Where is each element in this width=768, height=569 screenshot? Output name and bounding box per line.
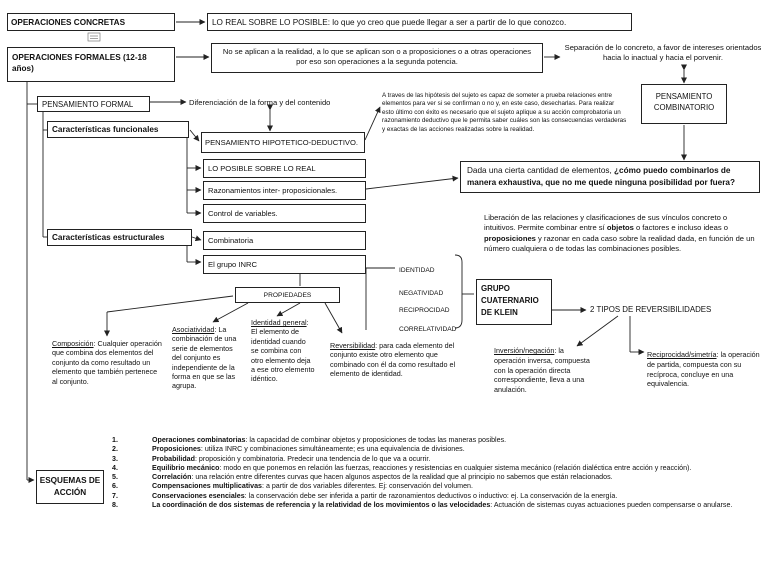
list-item <box>112 501 757 510</box>
grupo-cuaternario-box: GRUPO CUATERNARIO DE KLEIN <box>476 279 552 325</box>
list-desc: : la capacidad de combinar objetos y proposiciones de todas las maneras posibles. <box>245 436 507 444</box>
list-desc: : modo en que ponemos en relación las fuerzas, reacciones y resistencias en cualquier sistema mecánico (relación dialéctica entre acción y reacción). <box>219 463 692 472</box>
control-variables-box: Control de variables. <box>203 204 366 223</box>
liberacion-proposiciones: proposiciones <box>484 233 536 243</box>
list-item <box>112 473 757 482</box>
inrc-reciprocidad: RECIPROCIDAD <box>399 307 450 314</box>
dada-question: ¿cómo puedo combinarlos de manera exhaustiva, que no me quede ninguna posibilidad por fuera? <box>467 166 735 187</box>
liberacion-text <box>484 213 760 255</box>
hipotetico-desc-text: A traves de las hipótesis del sujeto es capaz de someter a prueba relaciones entre elementos para ver si se confirman o no y, en este caso, desecharlas. Para realizar esto último con éxito es necesario que el sujeto aplique a su acción comprobatoria un razonamiento deductivo que le permita saber cuáles son las consecuencias verdaderas y exactas de las acciones realizadas sobre la realidad. <box>382 92 627 133</box>
pensamiento-combinatorio-box: PENSAMIENTO COMBINATORIO <box>641 84 727 124</box>
inrc-identidad: IDENTIDAD <box>399 267 435 274</box>
liberacion-t1: Liberación de las relaciones y clasificaciones de sus vínculos concreto o intuitivos. Permite combinar entre sí <box>484 213 728 233</box>
list-item <box>112 455 757 464</box>
inrc-correlatividad: CORRELATIVIDAD <box>399 326 457 333</box>
list-term: Compensaciones multiplicativas <box>152 482 262 491</box>
list-desc: : a partir de dos variables diferentes. Ej: conservación del volumen. <box>262 482 473 491</box>
asociatividad-text <box>172 325 242 391</box>
asociatividad-title: Asociatividad <box>172 325 215 334</box>
grupo-inrc-box: El grupo INRC <box>203 255 366 274</box>
liberacion-t3: y razonar en cada caso sobre la realidad dada, en función de un número cualquiera o de todas las combinaciones posibles. <box>484 233 755 254</box>
caracteristicas-estructurales-box: Características estructurales <box>47 229 192 246</box>
esquemas-accion-box: ESQUEMAS DE ACCIÓN <box>36 470 104 504</box>
list-term: Probabilidad <box>152 454 195 463</box>
list-term: Conservaciones esenciales <box>152 491 245 500</box>
list-term: Correlación <box>152 473 192 482</box>
list-item <box>112 492 757 501</box>
posible-sobre-real-box: LO POSIBLE SOBRE LO REAL <box>203 159 366 178</box>
caracteristicas-funcionales-box: Características funcionales <box>47 121 189 138</box>
propiedades-box: PROPIEDADES <box>235 287 340 303</box>
reversibilidad-title: Reversibilidad <box>330 341 376 350</box>
list-term: Proposiciones <box>152 445 201 454</box>
list-item <box>112 464 757 473</box>
operaciones-concretas-box: OPERACIONES CONCRETAS <box>7 13 175 31</box>
diferenciacion-text: Diferenciación de la forma y del contenido <box>189 98 331 107</box>
composicion-text <box>52 339 164 386</box>
reversibilidades-text: 2 TIPOS DE REVERSIBILIDADES <box>590 305 712 314</box>
list-desc: : utiliza INRC y combinaciones simultáneamente; es una equivalencia de divisiones. <box>200 445 465 454</box>
liberacion-t2: o factores e incluso ideas o <box>633 223 728 233</box>
list-desc: : la conservación debe ser inferida a partir de razonamientos deductivos o inductivo: ej. La conservación de la energía. <box>244 491 618 500</box>
list-number: 4. <box>112 463 118 472</box>
list-item <box>112 436 757 445</box>
list-term: Equilibrio mecánico <box>152 463 220 472</box>
list-number: 8. <box>112 501 118 510</box>
composicion-title: Composición <box>52 339 94 348</box>
operaciones-formales-box: OPERACIONES FORMALES (12-18 años) <box>7 47 175 82</box>
identidad-desc: : El elemento de identidad cuando se combina con otro elemento deja a ese otro elemento idéntico. <box>251 318 315 384</box>
list-number: 5. <box>112 473 118 482</box>
list-item <box>112 482 757 491</box>
list-desc: : proposición y combinatoria. Predecir una tendencia de lo que va a ocurrir. <box>194 454 431 463</box>
list-number: 2. <box>112 445 118 454</box>
dada-box <box>460 161 760 193</box>
asociatividad-desc: : La combinación de una serie de elementos del conjunto es independiente de la forma en que se las agrupa. <box>172 325 237 391</box>
reversibilidad-text <box>330 341 465 379</box>
inversion-title: Inversión/negación <box>494 346 555 355</box>
list-desc: : una relación entre diferentes curvas que hacen algunos aspectos de la realidad que al principio no sabemos que están relacionados. <box>191 473 613 482</box>
list-desc: : Actuación de sistemas cuyas actuaciones pueden compensarse o anularse. <box>490 501 733 510</box>
inversion-text <box>494 346 590 395</box>
reciprocidad-title: Reciprocidad/simetría <box>647 350 717 359</box>
composicion-desc: : Cualquier operación que combina dos elementos del conjunto da como resultado un elemento que también pertenece al conjunto. <box>52 339 162 386</box>
list-number: 6. <box>112 482 118 491</box>
hipotetico-deductivo-box: PENSAMIENTO HIPOTETICO-DEDUCTIVO. <box>201 132 365 153</box>
identidad-title: Identidad general <box>251 318 307 327</box>
pensamiento-formal-box: PENSAMIENTO FORMAL <box>37 96 150 112</box>
liberacion-objetos: objetos <box>606 223 634 233</box>
inrc-negatividad: NEGATIVIDAD <box>399 290 444 297</box>
small-doc-icon <box>88 33 100 41</box>
dada-pre: Dada una cierta cantidad de elementos, <box>467 166 615 175</box>
identidad-text <box>251 318 315 384</box>
esquemas-list <box>112 436 757 510</box>
razonamientos-box: Razonamientos inter- proposicionales. <box>203 181 366 200</box>
separacion-text: Separación de lo concreto, a favor de intereses orientados hacia lo inactual y hacia el porvenir. <box>564 43 762 62</box>
list-term: La coordinación de dos sistemas de referencia y la relatividad de los movimientos o las velocidades <box>152 501 491 510</box>
reversibilidad-desc: : para cada elemento del conjunto existe otro elemento que combinado con él da como resultado el elemento de identidad. <box>330 341 456 379</box>
list-term: Operaciones combinatorias <box>152 436 246 444</box>
list-number: 7. <box>112 491 118 500</box>
reciprocidad-text <box>647 350 765 389</box>
formales-desc-box: No se aplican a la realidad, a lo que se aplican son o a proposiciones o a otras operaciones por eso son operaciones a la segunda potencia. <box>211 43 543 73</box>
list-item <box>112 445 757 454</box>
list-number: 1. <box>112 436 118 444</box>
combinatoria-box: Combinatoria <box>203 231 366 250</box>
reciprocidad-desc: : la operación de partida, compuesta con su recíproca, concluye en una equivalencia. <box>647 350 760 389</box>
inversion-desc: : la operación inversa, compuesta con la operación directa correspondiente, lleva a una anulación. <box>494 346 590 395</box>
list-number: 3. <box>112 454 118 463</box>
real-posible-box: LO REAL SOBRE LO POSIBLE: lo que yo creo que puede llegar a ser a partir de lo que conozco. <box>207 13 632 31</box>
